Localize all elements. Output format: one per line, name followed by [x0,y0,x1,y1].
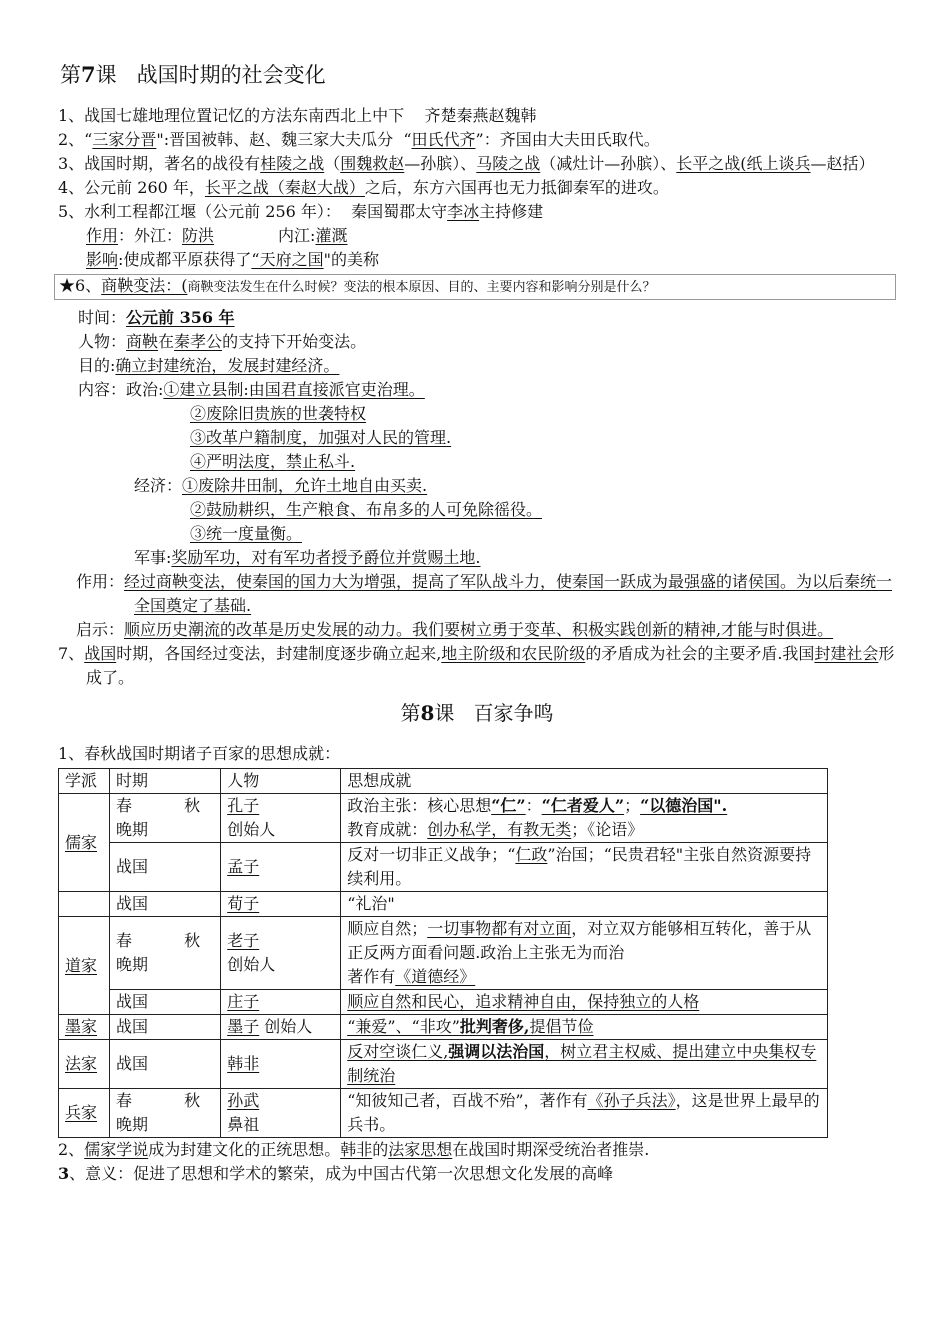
thought-cell: 反对空谈仁义,强调以法治国，树立君主权威、提出建立中央集权专制统治 [341,1040,828,1089]
thought-cell: “礼治" [341,892,828,917]
table-row [59,843,828,892]
person-cell: 韩非 [221,1040,341,1089]
school-cell: 兵家 [59,1089,110,1138]
period-cell: 战国 [110,1040,221,1089]
school-cell [59,892,110,917]
period-cell: 战国 [110,990,221,1015]
dujiangyan-effect: 作用：外江：防洪 内江:灌溉 [86,226,348,245]
table-row [59,794,828,843]
schools-table [58,768,828,1138]
line-7: 7、战国时期，各国经过变法，封建制度逐步确立起来,地主阶级和农民阶级的矛盾成为社会的主要矛盾.我国封建社会形成了。 [58,644,895,687]
thought-cell: 顺应自然；一切事物都有对立面，对立双方能够相互转化，善于从正反两方面看问题.政治上主张无为而治 著作有《道德经》 [341,917,828,990]
table-row [59,990,828,1015]
lesson8-line-2: 2、儒家学说成为封建文化的正统思想。韩非的法家思想在战国时期深受统治者推崇. [58,1140,650,1159]
period-cell: 春 秋 晚期 [110,794,221,843]
thought-cell: 反对一切非正义战争；“仁政”治国；“民贵君轻"主张自然资源要持续利用。 [341,843,828,892]
table-row [59,1015,828,1040]
table-row [59,1089,828,1138]
reform-content-politics-4: ④严明法度，禁止私斗. [190,452,356,471]
lesson7-title: 第7课 战国时期的社会变化 [60,62,326,87]
lesson8-line-3: 3、意义：促进了思想和学术的繁荣，成为中国古代第一次思想文化发展的高峰 [58,1164,614,1183]
table-header-row [59,769,828,794]
person-cell: 孟子 [221,843,341,892]
period-cell: 战国 [110,1015,221,1040]
dujiangyan-influence: 影响:使成都平原获得了“天府之国"的美称 [86,250,379,269]
school-cell: 道家 [59,917,110,1015]
reform-content-economy-1: 经济：①废除井田制，允许土地自由买卖. [134,476,428,495]
reform-content-politics-1: 内容：政治:①建立县制:由国君直接派官吏治理。 [78,380,425,399]
thought-cell: 顺应自然和民心，追求精神自由，保持独立的人格 [341,990,828,1015]
table-header: 人物 [221,769,341,794]
period-cell: 战国 [110,892,221,917]
line-3: 3、战国时期，著名的战役有桂陵之战（围魏救赵—孙膑）、马陵之战（减灶计—孙膑）、长平之战(纸上谈兵—赵括） [58,154,875,173]
table-row [59,917,828,990]
table-header: 时期 [110,769,221,794]
thought-cell: 政治主张：核心思想“仁”：“仁者爱人”；“以德治国". 教育成就：创办私学，有教无类；《论语》 [341,794,828,843]
reform-person: 人物：商鞅在秦孝公的支持下开始变法。 [78,332,367,351]
period-cell: 春 秋 晚期 [110,917,221,990]
shang-yang-question-box: ★6、商鞅变法：(商鞅变法发生在什么时候？变法的根本原因、目的、主要内容和影响分别是什么？ [54,274,896,300]
person-cell: 墨子 创始人 [221,1015,341,1040]
lesson8-intro: 1、春秋战国时期诸子百家的思想成就： [58,744,341,763]
line-1: 1、战国七雄地理位置记忆的方法东南西北上中下 齐楚秦燕赵魏韩 [58,106,537,125]
reform-content-military: 军事:奖励军功，对有军功者授予爵位并赏赐土地. [134,548,481,567]
line-4: 4、公元前 260 年，长平之战（秦赵大战）之后，东方六国再也无力抵御秦军的进攻。 [58,178,669,197]
person-cell: 老子 创始人 [221,917,341,990]
period-cell: 战国 [110,843,221,892]
reform-content-politics-3: ③改革户籍制度，加强对人民的管理. [190,428,452,447]
lesson8-title: 第8课 百家争鸣 [400,701,554,725]
table-header: 学派 [59,769,110,794]
person-cell: 荀子 [221,892,341,917]
reform-content-politics-2: ②废除旧贵族的世袭特权 [190,404,367,423]
thought-cell: “知彼知己者，百战不殆”，著作有《孙子兵法》，这是世界上最早的兵书。 [341,1089,828,1138]
reform-insight: 启示：顺应历史潮流的改革是历史发展的动力。我们要树立勇于变革、积极实践创新的精神,才能与时俱进。 [76,620,834,639]
table-row [59,892,828,917]
reform-content-economy-3: ③统一度量衡。 [190,524,303,543]
line-2: 2、“三家分晋":晋国被韩、赵、魏三家大夫瓜分 “田氏代齐”：齐国由大夫田氏取代。 [58,130,660,149]
reform-time: 时间：公元前 356 年 [78,308,235,327]
school-cell: 墨家 [59,1015,110,1040]
line-5: 5、水利工程都江堰（公元前 256 年）： 秦国蜀郡太守李冰主持修建 [58,202,544,221]
document-page [58,60,896,1186]
reform-content-economy-2: ②鼓励耕织，生产粮食、布帛多的人可免除徭役。 [190,500,543,519]
reform-goal: 目的:确立封建统治，发展封建经济。 [78,356,340,375]
person-cell: 庄子 [221,990,341,1015]
table-row [59,1040,828,1089]
table-header: 思想成就 [341,769,828,794]
person-cell: 孔子 创始人 [221,794,341,843]
period-cell: 春 秋 晚期 [110,1089,221,1138]
reform-effect: 作用：经过商鞅变法，使秦国的国力大为增强，提高了军队战斗力，使秦国一跃成为最强盛的诸侯国。为以后秦统一全国奠定了基础. [76,572,893,615]
thought-cell: “兼爱”、“非攻”批判奢侈,提倡节俭 [341,1015,828,1040]
person-cell: 孙武 鼻祖 [221,1089,341,1138]
school-cell: 儒家 [59,794,110,892]
school-cell: 法家 [59,1040,110,1089]
